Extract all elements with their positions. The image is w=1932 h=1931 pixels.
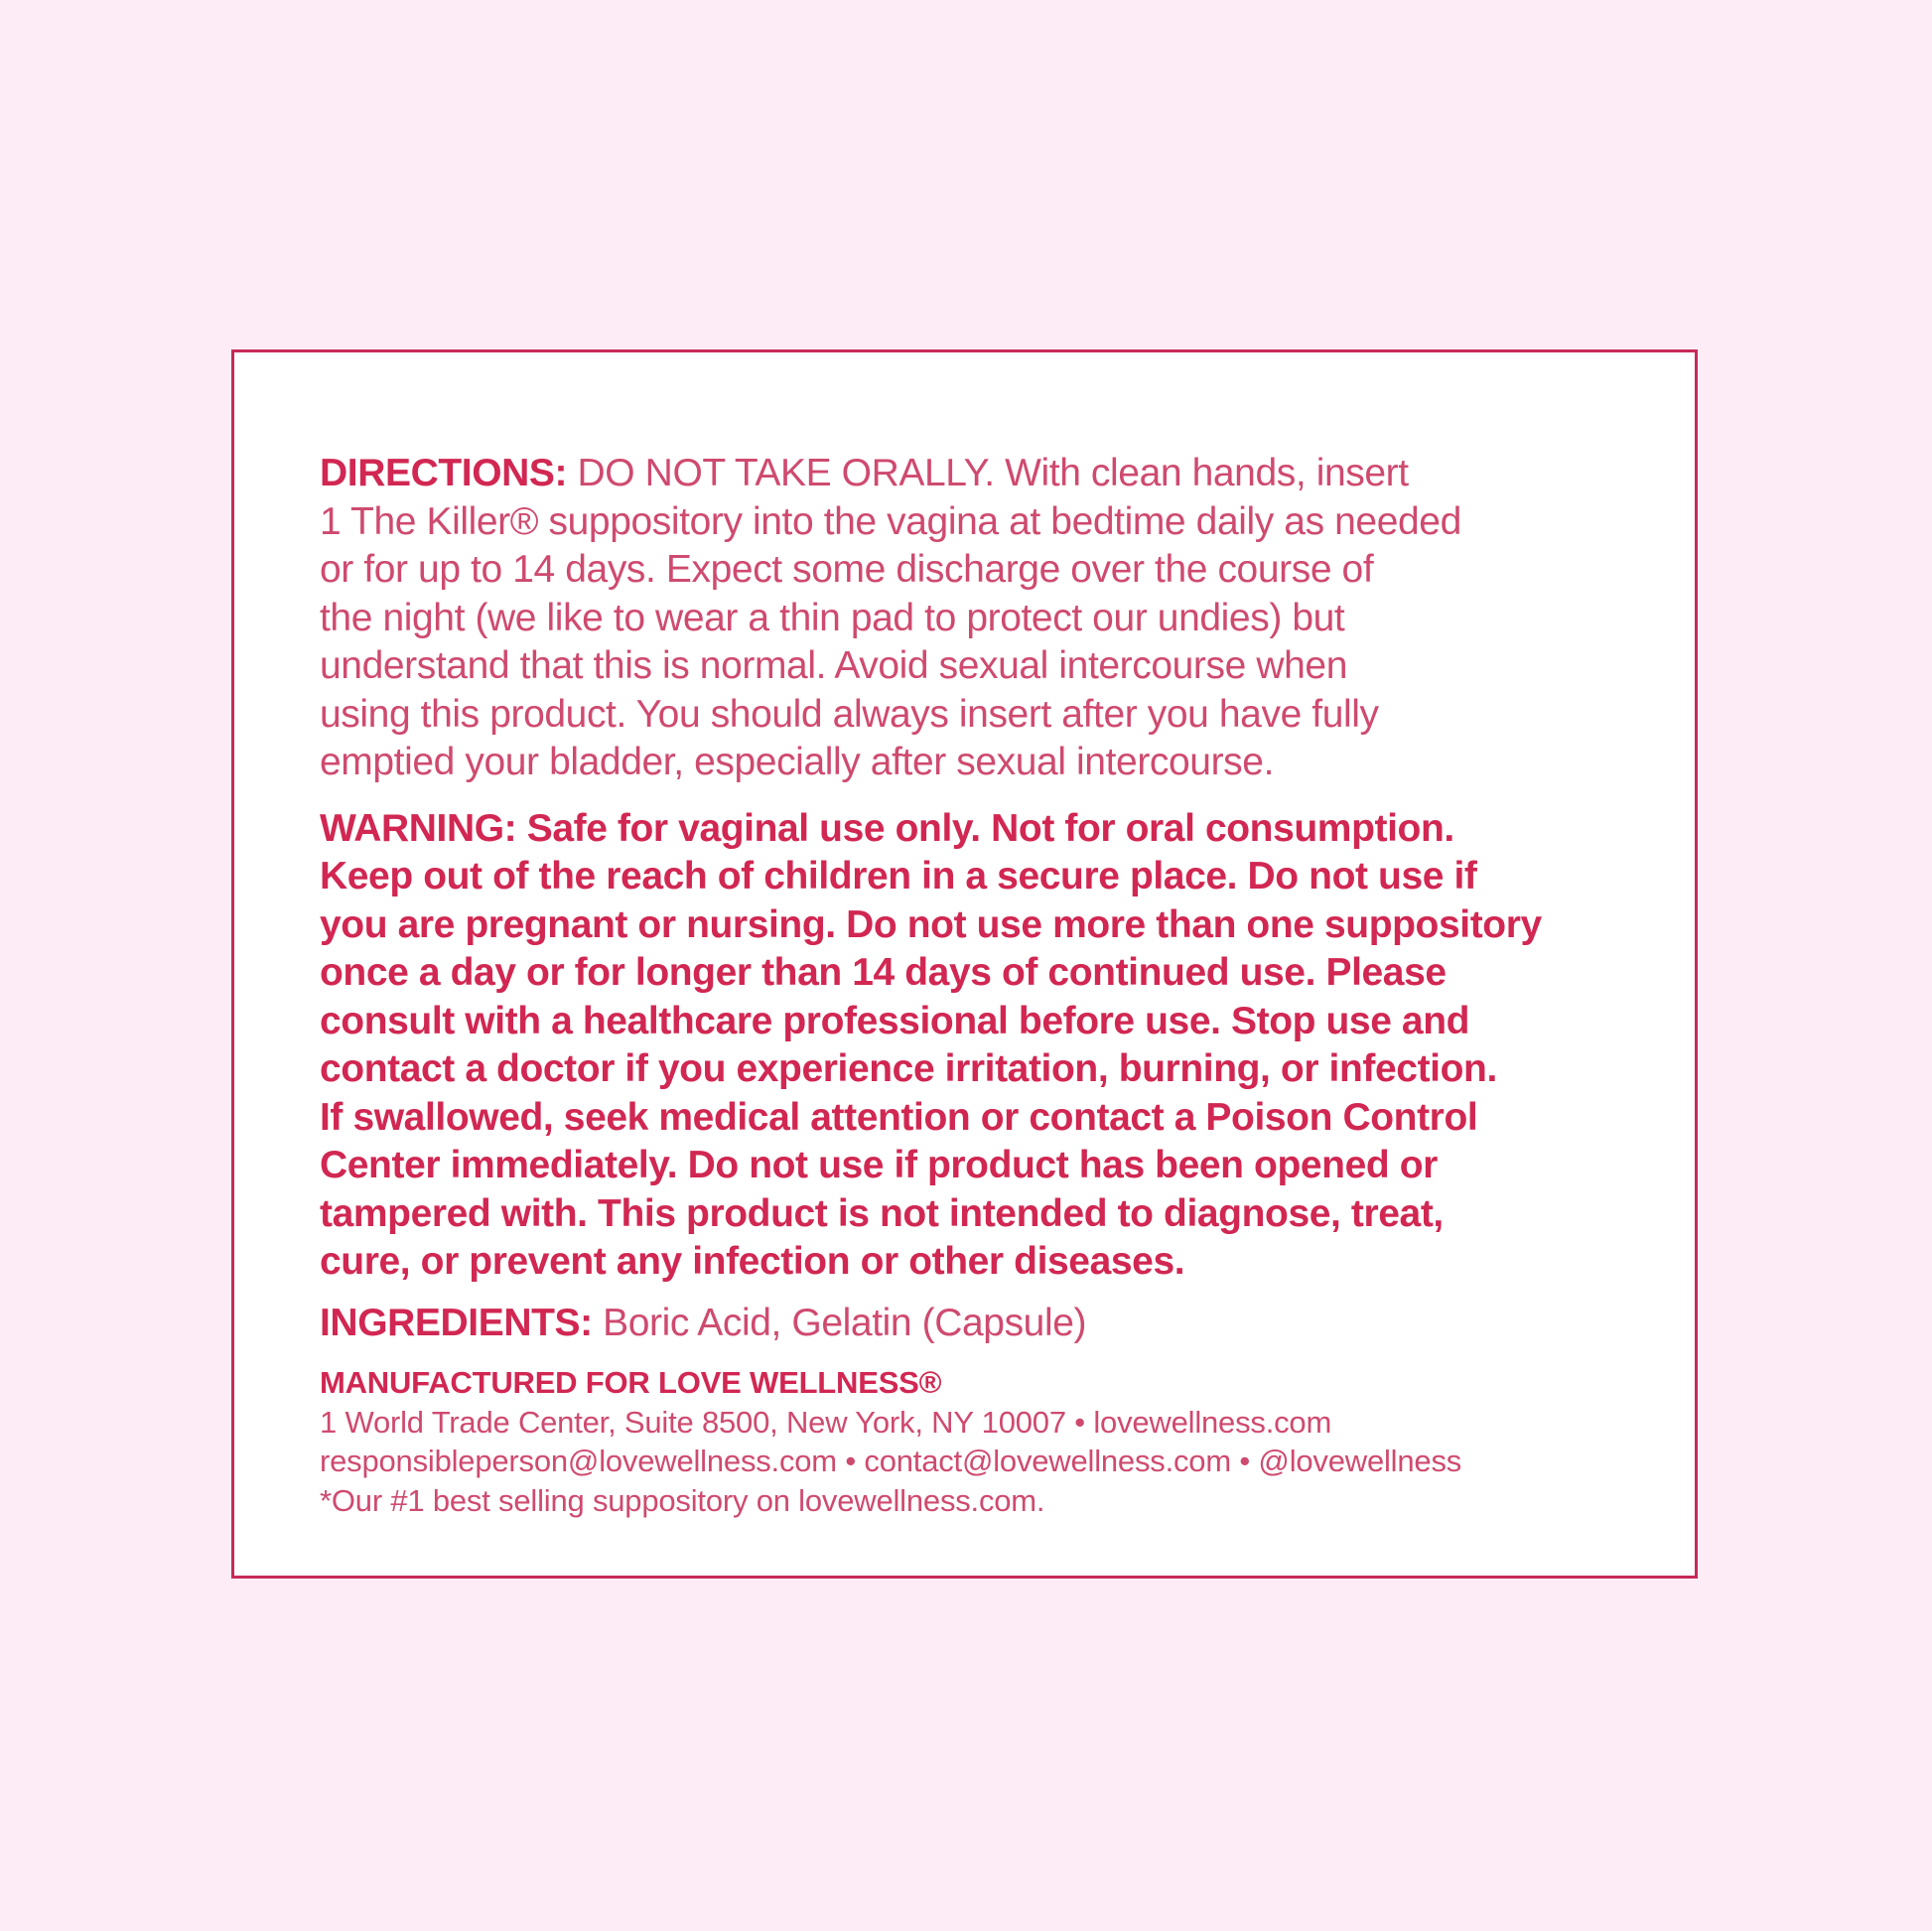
- manufacturer-block: [320, 1363, 1647, 1520]
- text-line: using this product. You should always insert after you have fully: [320, 692, 1379, 736]
- directions-heading: DIRECTIONS:: [320, 452, 568, 494]
- text-line: 1 The Killer® suppository into the vagina at bedtime daily as needed: [320, 499, 1461, 543]
- manufacturer-footnote: *Our #1 best selling suppository on lovewellness.com.: [320, 1482, 1045, 1518]
- ingredients-paragraph: [320, 1300, 1647, 1348]
- text-line: If swallowed, seek medical attention or contact a Poison Control: [320, 1095, 1478, 1139]
- text-line: tampered with. This product is not intended to diagnose, treat,: [320, 1191, 1444, 1235]
- text-line: consult with a healthcare professional before use. Stop use and: [320, 999, 1470, 1042]
- directions-intro: DO NOT TAKE ORALLY. With clean hands, insert: [567, 452, 1409, 494]
- text-line: or for up to 14 days. Expect some discharge over the course of: [320, 548, 1374, 591]
- text-line: once a day or for longer than 14 days of continued use. Please: [320, 951, 1447, 994]
- text-line: the night (we like to wear a thin pad to protect our undies) but: [320, 596, 1345, 639]
- text-line: Keep out of the reach of children in a secure place. Do not use if: [320, 855, 1477, 897]
- text-line: you are pregnant or nursing. Do not use more than one suppository: [320, 902, 1542, 946]
- label-panel: [231, 349, 1698, 1579]
- manufacturer-heading: MANUFACTURED FOR LOVE WELLNESS®: [320, 1365, 942, 1400]
- text-line: contact a doctor if you experience irritation, burning, or infection.: [320, 1047, 1497, 1090]
- text-line: understand that this is normal. Avoid sexual intercourse when: [320, 644, 1347, 687]
- ingredients-value: Boric Acid, Gelatin (Capsule): [592, 1301, 1087, 1344]
- label-content: [320, 450, 1647, 1520]
- manufacturer-contacts: responsibleperson@lovewellness.com • contact@lovewellness.com • @lovewellness: [320, 1444, 1462, 1478]
- ingredients-heading: INGREDIENTS:: [320, 1301, 593, 1344]
- text-line: [320, 450, 1647, 498]
- manufacturer-address: 1 World Trade Center, Suite 8500, New York, NY 10007 • lovewellness.com: [320, 1404, 1332, 1440]
- text-line: WARNING: Safe for vaginal use only. Not for oral consumption.: [320, 806, 1454, 850]
- warning-paragraph: [320, 805, 1647, 1287]
- directions-paragraph: [320, 450, 1647, 787]
- text-line: Center immediately. Do not use if product has been opened or: [320, 1144, 1438, 1186]
- text-line: cure, or prevent any infection or other diseases.: [320, 1240, 1185, 1283]
- text-line: emptied your bladder, especially after sexual intercourse.: [320, 741, 1274, 783]
- text-line: [320, 1300, 1647, 1348]
